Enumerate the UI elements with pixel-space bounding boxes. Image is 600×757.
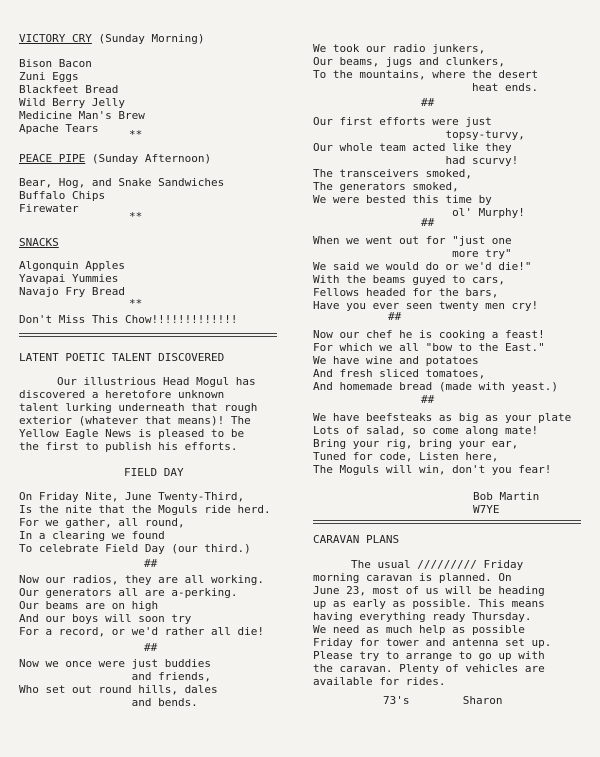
poem-stanza-3: [19, 657, 218, 709]
separator: **: [129, 128, 143, 141]
paragraph-line: exterior (whatever that means)! The: [19, 414, 251, 427]
poem-line: ol' Murphy!: [313, 206, 525, 219]
menu-item: Firewater: [19, 202, 79, 215]
menu-item: Buffalo Chips: [19, 189, 106, 202]
latent-paragraph: [19, 375, 257, 453]
poem-line: Fellows headed for the bars,: [313, 286, 499, 299]
poem-line: We have beefsteaks as big as your plate: [313, 411, 572, 424]
menu-item: Bison Bacon: [19, 57, 92, 70]
separator: **: [129, 210, 143, 223]
poem-line: Now our radios, they are all working.: [19, 573, 265, 586]
poem-line: Who set out round hills, dales: [19, 683, 218, 696]
menu-item: Apache Tears: [19, 122, 99, 135]
stanza-separator: ##: [144, 641, 158, 654]
double-rule: [313, 520, 581, 524]
poem-line: Our whole team acted like they: [313, 141, 512, 154]
paragraph-line: the caravan. Plenty of vehicles are: [313, 662, 545, 675]
menu-item: Medicine Man's Brew: [19, 109, 145, 122]
poem-line: more try": [313, 247, 512, 260]
poem-line: With the beams guyed to cars,: [313, 273, 506, 286]
poem-line: had scurvy!: [313, 154, 519, 167]
paragraph-line: having everything ready Thursday.: [313, 610, 532, 623]
stanza-separator: ##: [421, 216, 435, 229]
signature-name: Bob Martin: [473, 490, 540, 503]
poem-line: To the mountains, where the desert: [313, 68, 539, 81]
poem-stanza-5: [313, 115, 525, 219]
menu-item: Yavapai Yummies: [19, 272, 119, 285]
double-rule: [19, 333, 277, 337]
poem-stanza-4: [313, 42, 538, 94]
peace-pipe-menu: [19, 176, 224, 215]
separator: **: [129, 297, 143, 310]
poem-line: We took our radio junkers,: [313, 42, 486, 55]
paragraph-line: Friday for tower and antenna set up.: [313, 636, 552, 649]
victory-cry-menu: [19, 57, 145, 135]
poem-line: topsy-turvy,: [313, 128, 525, 141]
closing: [383, 694, 503, 707]
field-day-title: FIELD DAY: [124, 466, 184, 479]
closing-73: 73's: [383, 694, 410, 707]
poem-line: Our beams are on high: [19, 599, 159, 612]
poem-line: Lots of salad, so come along mate!: [313, 424, 539, 437]
menu-item: Wild Berry Jelly: [19, 96, 125, 109]
poem-line: For we gather, all round,: [19, 516, 185, 529]
paragraph-line: the first to publish his efforts.: [19, 440, 238, 453]
menu-item: Zuni Eggs: [19, 70, 79, 83]
poem-line: and bends.: [19, 696, 198, 709]
poem-line: and friends,: [19, 670, 212, 683]
poem-line: To celebrate Field Day (our third.): [19, 542, 251, 555]
stanza-separator: ##: [421, 96, 435, 109]
paragraph-line: morning caravan is planned. On: [313, 571, 512, 584]
closing-name: Sharon: [462, 694, 503, 707]
signature: [473, 490, 539, 516]
paragraph-line: discovered a heretofore unknown: [19, 388, 225, 401]
snacks-title: SNACKS: [19, 236, 59, 249]
victory-cry-subtitle: (Sunday Morning): [91, 32, 205, 45]
stanza-separator: ##: [421, 393, 435, 406]
peace-pipe-subtitle: (Sunday Afternoon): [85, 152, 212, 165]
poem-line: And fresh sliced tomatoes,: [313, 367, 486, 380]
poem-line: And homemade bread (made with yeast.): [313, 380, 559, 393]
paragraph-line: We need as much help as possible: [313, 623, 525, 636]
poem-stanza-6: [313, 234, 538, 312]
stanza-separator: ##: [388, 310, 402, 323]
latent-title: LATENT POETIC TALENT DISCOVERED: [19, 351, 225, 364]
signature-callsign: W7YE: [473, 503, 500, 516]
poem-line: The generators smoked,: [313, 180, 459, 193]
paragraph-line: June 23, most of us will be heading: [313, 584, 545, 597]
poem-line: We have wine and potatoes: [313, 354, 479, 367]
caravan-title: CARAVAN PLANS: [313, 533, 400, 546]
paragraph-line: Our illustrious Head Mogul has: [57, 375, 256, 388]
snacks-menu: [19, 259, 125, 298]
poem-line: When we went out for "just one: [313, 234, 512, 247]
poem-stanza-1: [19, 490, 271, 555]
menu-item: Bear, Hog, and Snake Sandwiches: [19, 176, 225, 189]
menu-item: Navajo Fry Bread: [19, 285, 125, 298]
poem-line: Is the nite that the Moguls ride herd.: [19, 503, 271, 516]
paragraph-line: Please try to arrange to go up with: [313, 649, 545, 662]
poem-line: Our generators all are a-perking.: [19, 586, 238, 599]
poem-stanza-8: [313, 411, 571, 476]
poem-line: Our beams, jugs and clunkers,: [313, 55, 506, 68]
poem-line: The transceivers smoked,: [313, 167, 472, 180]
menu-item: Algonquin Apples: [19, 259, 125, 272]
poem-line: We said we would do or we'd die!": [313, 260, 532, 273]
poem-line: Bring your rig, bring your ear,: [313, 437, 519, 450]
caravan-paragraph: [313, 558, 551, 688]
poem-line: Have you ever seen twenty men cry!: [313, 299, 539, 312]
poem-line: For which we all "bow to the East.": [313, 341, 545, 354]
poem-line: Our first efforts were just: [313, 115, 492, 128]
poem-line: The Moguls will win, don't you fear!: [313, 463, 552, 476]
poem-line: Tuned for code, Listen here,: [313, 450, 499, 463]
poem-line: On Friday Nite, June Twenty-Third,: [19, 490, 245, 503]
victory-cry-title: VICTORY CRY: [19, 32, 92, 45]
victory-cry-heading: [19, 32, 204, 45]
poem-line: We were bested this time by: [313, 193, 492, 206]
stanza-separator: ##: [144, 557, 158, 570]
peace-pipe-heading: [19, 152, 211, 165]
poem-stanza-7: [313, 328, 558, 393]
poem-line: Now we once were just buddies: [19, 657, 212, 670]
poem-stanza-2: [19, 573, 264, 638]
poem-line: Now our chef he is cooking a feast!: [313, 328, 545, 341]
menu-item: Blackfeet Bread: [19, 83, 119, 96]
paragraph-line: Yellow Eagle News is pleased to be: [19, 427, 245, 440]
paragraph-line: up as early as possible. This means: [313, 597, 545, 610]
poem-line: In a clearing we found: [19, 529, 165, 542]
poem-line: heat ends.: [313, 81, 539, 94]
dont-miss-line: Don't Miss This Chow!!!!!!!!!!!!!: [19, 313, 238, 326]
paragraph-line: The usual ///////// Friday: [351, 558, 524, 571]
paragraph-line: talent lurking underneath that rough: [19, 401, 258, 414]
paragraph-line: available for rides.: [313, 675, 446, 688]
poem-line: And our boys will soon try: [19, 612, 192, 625]
poem-line: For a record, or we'd rather all die!: [19, 625, 265, 638]
peace-pipe-title: PEACE PIPE: [19, 152, 86, 165]
